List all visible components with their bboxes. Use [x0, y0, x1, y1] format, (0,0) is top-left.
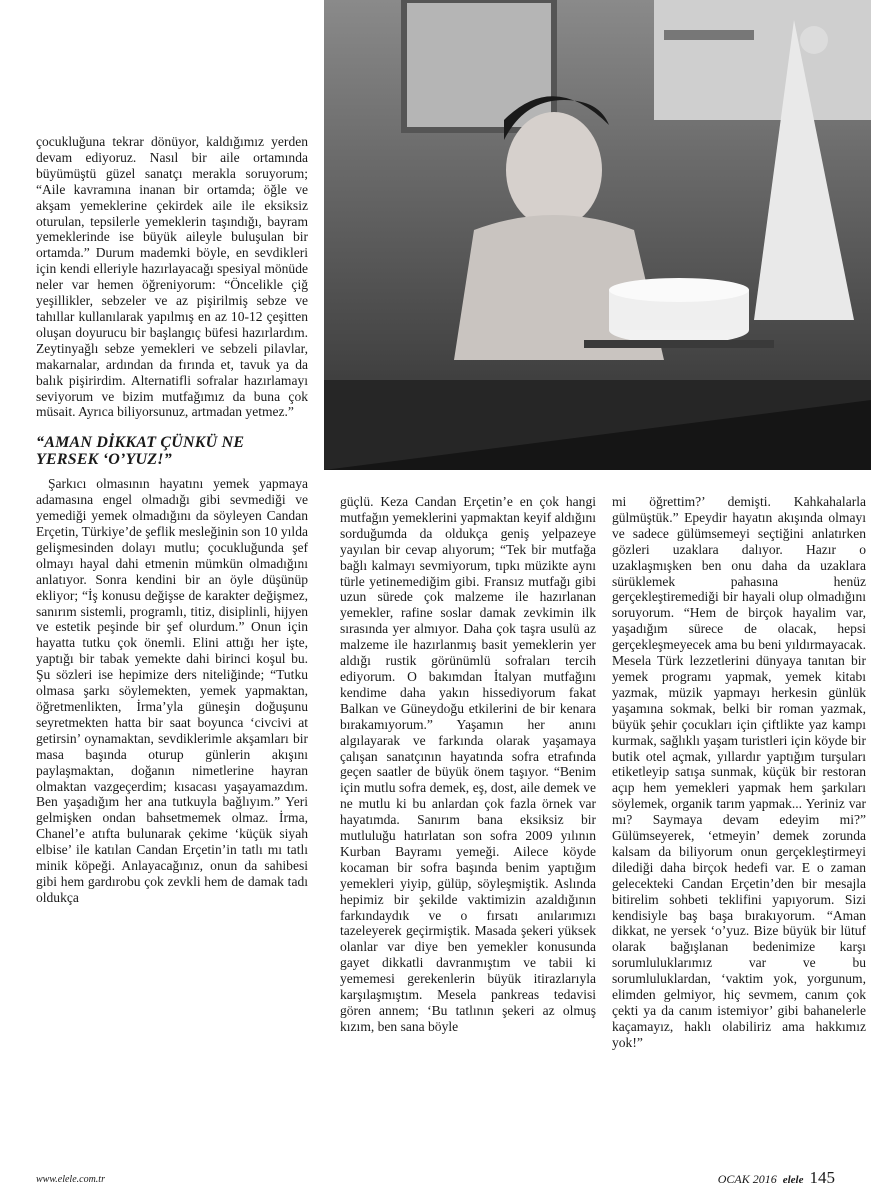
column-1: [36, 134, 308, 906]
page-footer: [718, 1168, 835, 1188]
section-heading: “AMAN DİKKAT ÇÜNKÜ NE YERSEK ‘O’YUZ!”: [36, 434, 245, 469]
page-number: 145: [809, 1168, 835, 1187]
paragraph: Şarkıcı olmasının hayatını yemek yapmaya adamasına engel olmadığı gibi sevmediği ve yemediği yemek olmadığını da söyleyen Candan Erçetin, Türkiye’de şeflik mesleğinin son 10 yılda gelişmesinden dolayı mutlu; çocukluğunda şef olmayı hayal dahi etmenin mümkün olmadığını anlatıyor. Sonra kendini bir an öyle düşünüp ekliyor; “İş konusu değişse de karakter değişmez, sanırım sistemli, programlı, titiz, disiplinli, hijyen ve estetik peşinde bir şef olurdum.” Onun için hayatta tutku çok önemli. Elini attığı her işte, yaptığı bir tabak yemekte dahi birinci koşul bu. Şu sözleri ise hepimize ders niteliğinde; “Tutku olmasa şarkı söylemekten, yemek yapmaktan, öğretmenlikten, İrma’yla güneşin doğuşunu seyretmekten hatta bir saat boyunca ‘civcivi at getirsin’ oynamaktan, sevdiklerimle akşamları bir masa başında oturup günlerin akışını paylaşmaktan, doğanın nimetlerine hayran olmaktan vazgeçerdim; kısacası yaşayamazdım. Ben yaşadığım her ana tutkuyla bağlıyım.” Yeri gelmişken ondan bahsetmemek olmaz. İrma, Chanel’e atıfta bulunarak çekime ‘küçük siyah elbise’ ile katılan Candan Erçetin’in tatlı mı tatlı minik köpeği. Anlayacağınız, onun da sahibesi gibi hem gardırobu çok zevkli hem de damak tadı oldukça: [36, 476, 308, 905]
paragraph: çocukluğuna tekrar dönüyor, kaldığımız yerden devam ediyoruz. Nasıl bir aile ortamında büyümüştü güzel sanatçı merakla soruyorum; “Aile kavramına inanan bir ortamda; öğle ve akşam yemeklerine çekirdek aile ile eksiksiz oturulan, tepsilerle yemeklerin taşındığı, bayram yemeklerinde ise büyük aileyle buluşulan bir ortamda.” Durum mademki böyle, en sevdikleri için kendi elleriyle hazırlayacağı spesiyal mönüde neler var hemen öğreniyorum: “Öncelikle çiğ yeşillikler, sebzeler ve az pişirilmiş sebze ve tahıllar kullanılarak yapılmış en az 10-12 çeşitten oluşan doyurucu bir başlangıç büfesi hazırlardım. Zeytinyağlı sebze yemekleri ve sebzeli pilavlar, makarnalar, ardından da fırında et, tavuk ya da balık pişirirdim. Alternatifli sofralar hazırlamayı seviyorum ve bizim mutfağımız da buna çok müsait. Ayrıca biliyorsunuz, artmadan yetmez.”: [36, 134, 308, 420]
column-2: [340, 494, 596, 1035]
issue-date: OCAK 2016: [717, 1172, 777, 1186]
magazine-brand: elele: [782, 1174, 804, 1186]
photo-icon: [324, 0, 871, 470]
website-url: www.elele.com.tr: [36, 1174, 105, 1185]
paragraph: güçlü. Keza Candan Erçetin’e en çok hangi mutfağın yemeklerini yapmaktan keyif aldığını sorduğumda da oldukça geniş yelpazeye yayılan bir cevap alıyorum; “Tek bir mutfağa bağlı kalmayı sevmiyorum, tıpkı müzikte aynı türle yetinemediğim gibi. Fransız mutfağı gibi uzun sürede çok malzeme ile hazırlanan yemekler, rafine soslar damak zevkimin ilk sırasında yer almıyor. Daha çok taşra usulü az malzeme ile hazırlanmış basit yemeklerin yer aldığı rustik görünümlü sofraları tercih ediyorum. O bakımdan İtalyan mutfağını kendime daha yakın hissediyorum fakat Balkan ve Güneydoğu etkilerini de bir kenara bırakamıyorum.” Yaşamın her anını algılayarak ve farkında olarak yaşamaya çalışan sanatçının hayatında sofra etrafında geçen saatler de büyük önem taşıyor. “Benim için mutlu sofra demek, eş, dost, aile demek ve ne mutlu ki bu anlardan çok fazla örnek var hayatımda. Sanırım bana eksiksiz bir mutluluğu hatırlatan son sofra 2009 yılının Kurban Bayramı yemeği. Ailece köyde kocaman bir sofra başında benim yaptığım yemekleri yiyip, gülüp, söyleşmiştik. Aslında hepimiz bir şekilde vaktimizin azaldığının farkındaydık ve o fırsatı anılarımızı tazeleyerek geçirmiştik. Masada şekeri yüksek olanlar var diye ben yemekler konusunda gayet dikkatli davranmıştım ve tabii ki yememesi gerekenlerin büyük itirazlarıyla karşılaşmıştım. Mesela pankreas tedavisi gören annem; ‘Bu tatlının şekeri az olmuş kızım, ben sana böyle: [340, 494, 596, 1034]
paragraph: mi öğrettim?’ demişti. Kahkahalarla gülmüştük.” Epeydir hayatın akışında olmayı ve sadece gülümsemeyi seçtiğini anlatırken gözleri uzaklara dalıyor. Hazır o uzaklaşmışken ben onu daha da uzaklara sürüklemek pahasına henüz gerçekleştiremediği bir hayali olup olmadığını soruyorum. “Hem de birçok hayalim var, yaşadığım sürece de olacak, hepsi gerçekleşmeyecek ama bu beni yıldırmayacak. Mesela Türk lezzetlerini dünyaya tanıtan bir yemek programı yapmak, yemek kitabı yazmak, müzik yapmayı herkesin günlük yaşamına sokmak, belki bir roman yazmak, büyük şehir çocukları için çiftlikte yaz kampı kurmak, sağlıklı yaşam turistleri için köyde bir butik otel açmak, yıllardır yaptığım turşuları etiketleyip satışa sunmak, küçük bir restoran açıp hem yemekleri yapmak hem şarkıları söylemek, organik tarım yapmak... Yeriniz var mı? Saymaya devam edeyim mi?” Gülümseyerek, ‘etmeyin’ demek zorunda kalsam da biliyorum onun gerçekleştirmeyi dilediği daha birçok hedefi var. E o zaman gelecekteki Candan Erçetin’den bir mesajla bitirelim sohbeti teklifini yapıyorum. Sizi kendisiyle baş başa bırakıyorum. “Aman dikkat, ne yersek ‘o’yuz. Bize büyük bir lütuf olarak bağışlanan bedenimize karşı sorumluluklarımız var ve bu sorumluluklardan, ‘vaktim yok, yorgunum, elimden gelmiyor, hiç sevmem, canım çok çekti ya da canım istemiyor’ gibi bahanelerle kaçamayız, haklı olabiliriz ama hakkımız yok!”: [612, 494, 866, 1050]
article-photo: [324, 0, 871, 470]
column-3: [612, 494, 866, 1051]
